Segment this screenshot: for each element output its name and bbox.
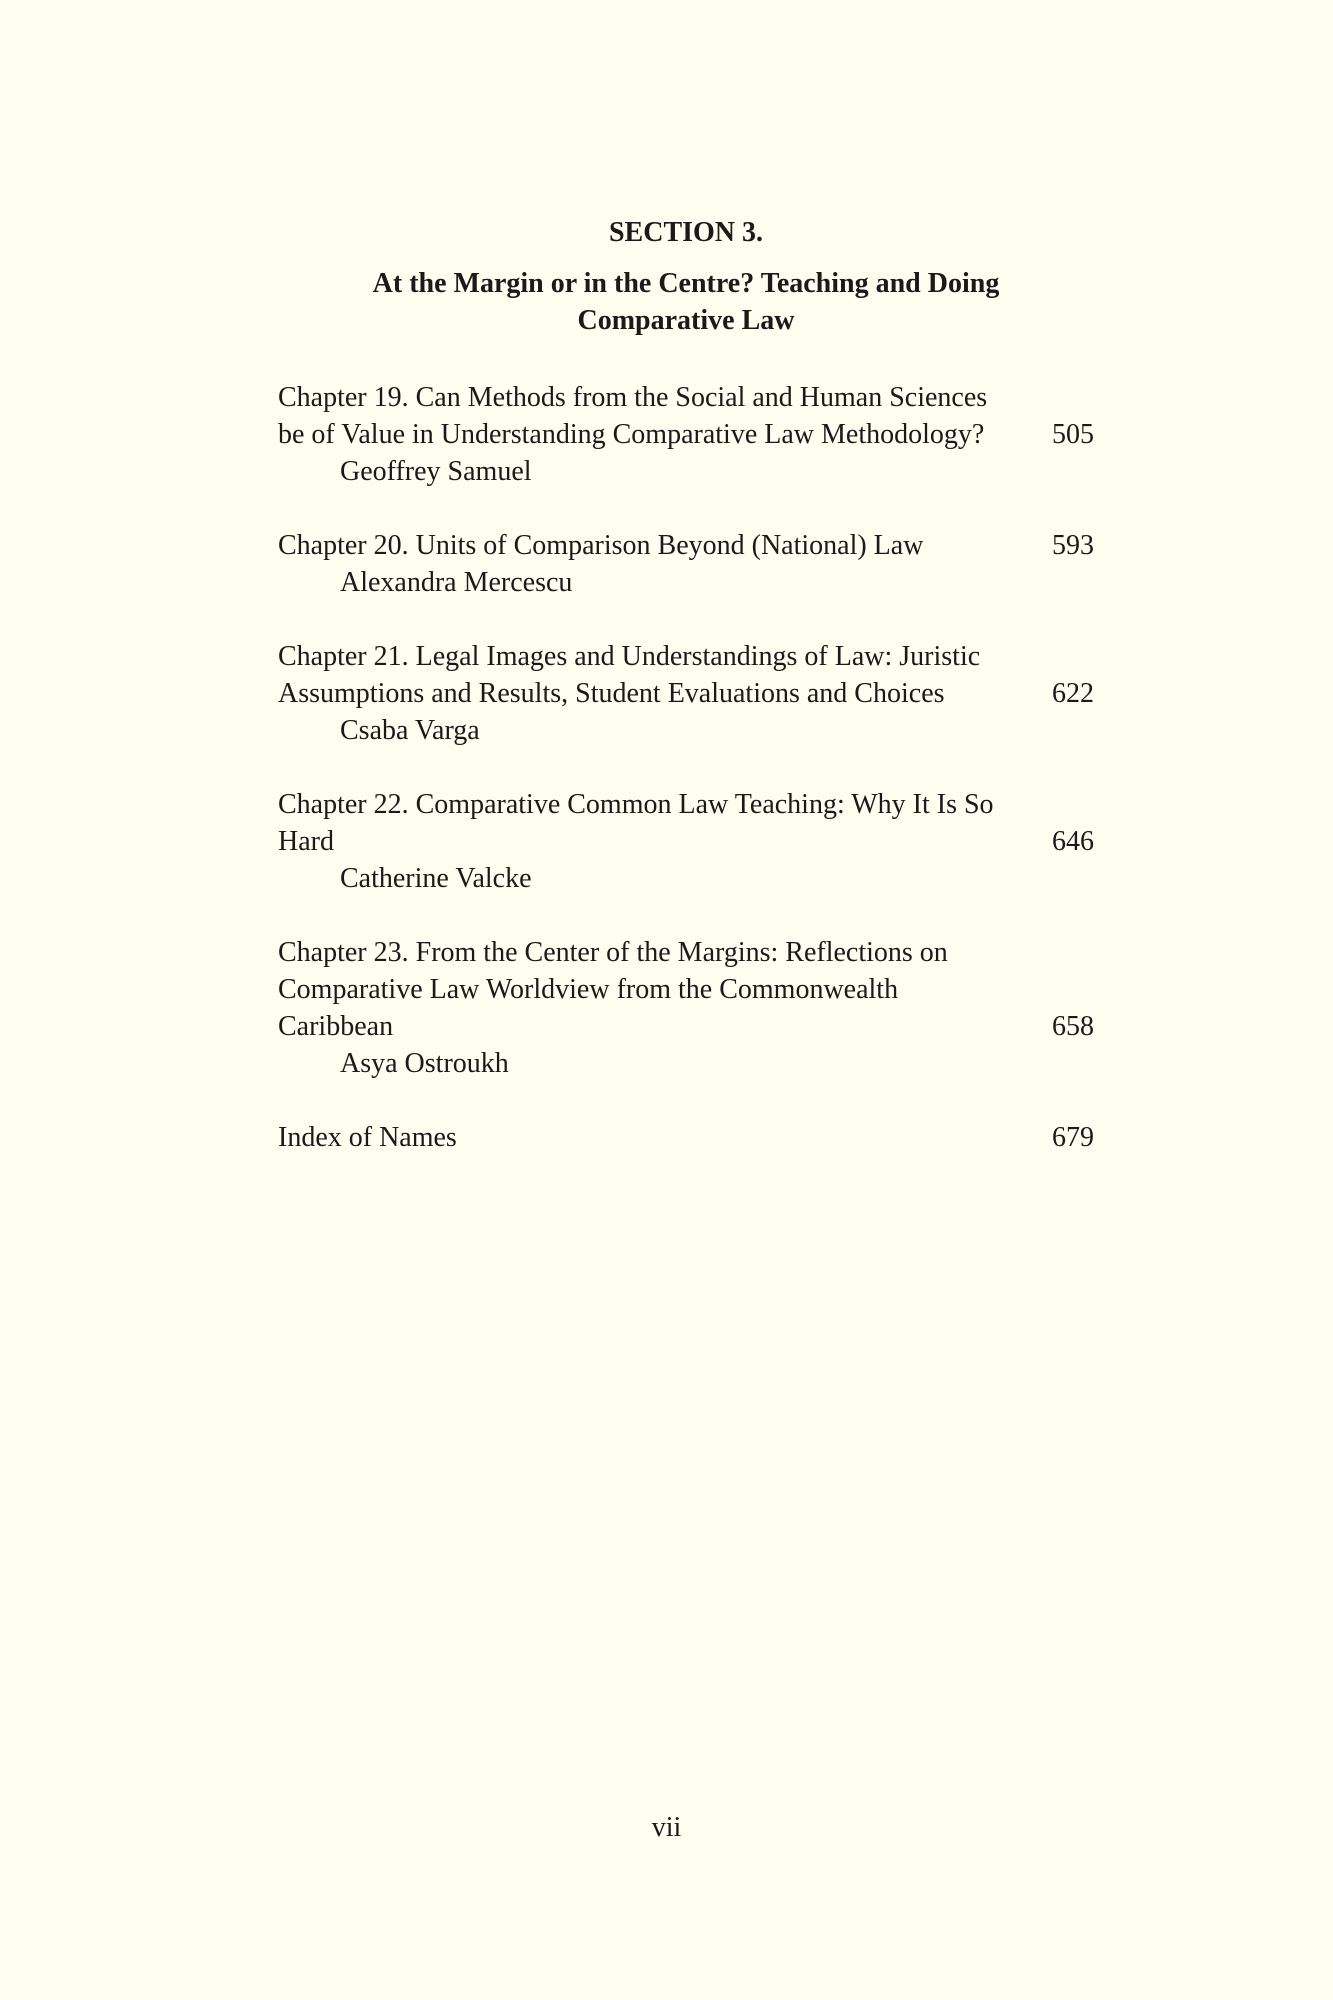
toc-entry-chapter-19[interactable]	[278, 379, 1094, 490]
toc-page	[278, 215, 1094, 1193]
toc-entry-author: Asya Ostroukh	[340, 1048, 509, 1079]
toc-entry-chapter-22[interactable]	[278, 786, 1094, 897]
toc-entry-page: 593	[1052, 530, 1094, 561]
toc-entry-index-of-names[interactable]	[278, 1119, 1094, 1156]
table-of-contents	[278, 379, 1094, 1156]
toc-entry-author: Csaba Varga	[340, 715, 480, 746]
toc-entry-page: 622	[1052, 678, 1094, 709]
toc-entry-chapter-21[interactable]	[278, 638, 1094, 749]
toc-entry-page: 679	[1052, 1122, 1094, 1153]
toc-entry-title: Chapter 19. Can Methods from the Social and Human Sciences be of Value in Understanding Comparative Law Methodology?	[278, 382, 988, 450]
toc-entry-page: 505	[1052, 419, 1094, 450]
section-label: SECTION 3.	[608, 217, 764, 248]
section-title: At the Margin or in the Centre? Teaching and Doing Comparative Law	[372, 268, 1000, 336]
toc-entry-chapter-23[interactable]	[278, 934, 1094, 1082]
toc-entry-author: Catherine Valcke	[340, 863, 532, 894]
toc-entry-title: Chapter 22. Comparative Common Law Teaching: Why It Is So Hard	[278, 789, 994, 857]
toc-entry-title: Chapter 21. Legal Images and Understandings of Law: Juristic Assumptions and Results, Student Evaluations and Choices	[278, 641, 981, 709]
toc-entry-title: Chapter 23. From the Center of the Margins: Reflections on Comparative Law Worldview from the Commonwealth Caribbean	[278, 937, 948, 1042]
page-number: vii	[651, 1812, 682, 1843]
toc-entry-chapter-20[interactable]	[278, 527, 1094, 601]
toc-entry-page: 646	[1052, 826, 1094, 857]
toc-entry-page: 658	[1052, 1011, 1094, 1042]
toc-entry-title: Chapter 20. Units of Comparison Beyond (National) Law	[278, 530, 924, 561]
toc-entry-author: Alexandra Mercescu	[340, 567, 573, 598]
toc-entry-author: Geoffrey Samuel	[340, 456, 532, 487]
toc-entry-title: Index of Names	[278, 1122, 457, 1153]
